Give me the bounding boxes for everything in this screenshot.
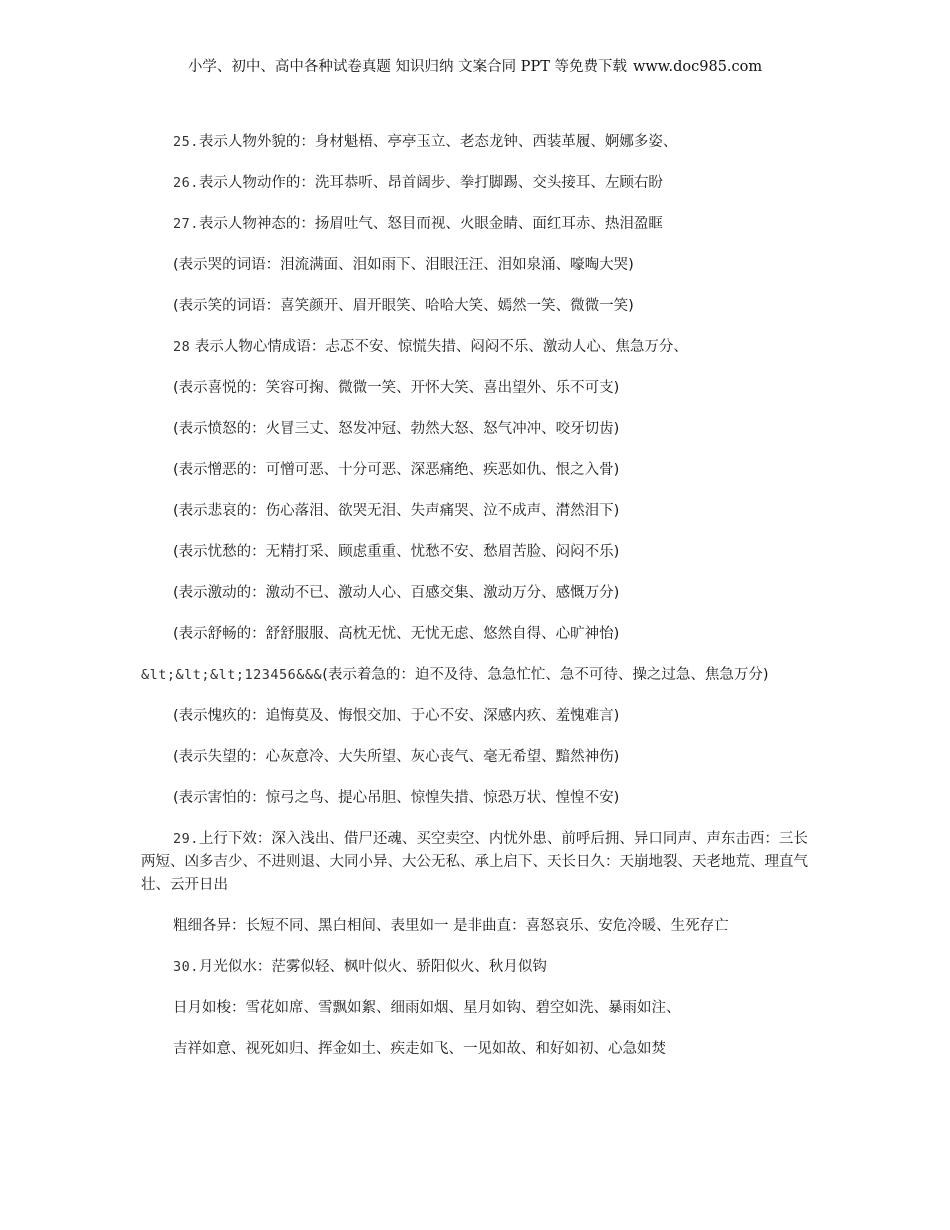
paragraph-28 xyxy=(141,336,813,359)
paragraph-afraid xyxy=(141,787,813,810)
paragraph-disappointed xyxy=(141,746,813,769)
paragraph-hatred xyxy=(141,459,813,482)
paragraph-text: (表示哭的词语：泪流满面、泪如雨下、泪眼汪汪、泪如泉涌、嚎啕大哭) xyxy=(173,257,634,273)
paragraph-text: (表示激动的：激动不已、激动人心、百感交集、激动万分、感慨万分) xyxy=(173,585,620,601)
paragraph-excited xyxy=(141,582,813,605)
item-number: 28 xyxy=(173,339,191,355)
paragraph-text: 粗细各异：长短不同、黑白相间、表里如一 是非曲直：喜怒哀乐、安危冷暖、生死存亡 xyxy=(173,918,729,934)
paragraph-26 xyxy=(141,172,813,195)
paragraph-comfort xyxy=(141,623,813,646)
paragraph-27 xyxy=(141,213,813,236)
item-number: 30. xyxy=(173,959,199,975)
paragraph-25 xyxy=(141,131,813,154)
item-number: &lt;&lt;&lt;123456&&& xyxy=(141,667,323,683)
page-header xyxy=(0,55,950,76)
paragraph-laughing xyxy=(141,295,813,318)
paragraph-text: (表示悲哀的：伤心落泪、欲哭无泪、失声痛哭、泣不成声、潸然泪下) xyxy=(173,503,620,519)
paragraph-anger xyxy=(141,418,813,441)
paragraph-29 xyxy=(141,828,813,897)
paragraph-text: 日月如梭：雪花如席、雪飘如絮、细雨如烟、星月如钩、碧空如洗、暴雨如注、 xyxy=(173,1000,681,1016)
paragraph-30 xyxy=(141,956,813,979)
paragraph-contrast xyxy=(141,915,813,938)
paragraph-text: (表示失望的：心灰意冷、大失所望、灰心丧气、毫无希望、黯然神伤) xyxy=(173,749,620,765)
item-number: 26. xyxy=(173,175,199,191)
paragraph-text: 表示人物心情成语：忐忑不安、惊慌失措、闷闷不乐、激动人心、焦急万分、 xyxy=(194,339,688,355)
paragraph-joy xyxy=(141,377,813,400)
paragraph-anxious xyxy=(141,664,813,687)
paragraph-sorrow xyxy=(141,500,813,523)
paragraph-text: 表示人物外貌的：身材魁梧、亭亭玉立、老态龙钟、西装革履、婀娜多姿、 xyxy=(198,134,678,150)
paragraph-guilt xyxy=(141,705,813,728)
paragraph-text: (表示着急的：迫不及待、急急忙忙、急不可待、操之过急、焦急万分) xyxy=(322,667,769,683)
header-title: 小学、初中、高中各种试卷真题 知识归纳 文案合同 PPT 等免费下载 xyxy=(187,59,627,75)
paragraph-text: 吉祥如意、视死如归、挥金如土、疾走如飞、一见如故、和好如初、心急如焚 xyxy=(173,1041,666,1057)
paragraph-text: (表示害怕的：惊弓之鸟、提心吊胆、惊惶失措、惊恐万状、惶惶不安) xyxy=(173,790,620,806)
paragraph-similes xyxy=(141,997,813,1020)
item-number: 25. xyxy=(173,134,199,150)
paragraph-text: (表示舒畅的：舒舒服服、高枕无忧、无忧无虑、悠然自得、心旷神怡) xyxy=(173,626,620,642)
document-body xyxy=(141,131,813,1079)
header-url: www.doc985.com xyxy=(632,59,763,75)
item-number: 29. xyxy=(173,831,199,847)
paragraph-text: 表示人物神态的：扬眉吐气、怒目而视、火眼金睛、面红耳赤、热泪盈眶 xyxy=(198,216,663,232)
paragraph-text: (表示愧疚的：追悔莫及、悔恨交加、于心不安、深感内疚、羞愧难言) xyxy=(173,708,620,724)
paragraph-text: 表示人物动作的：洗耳恭听、昂首阔步、拳打脚踢、交头接耳、左顾右盼 xyxy=(198,175,663,191)
paragraph-text: 上行下效：深入浅出、借尸还魂、买空卖空、内忧外患、前呼后拥、异口同声、声东击西：三长两短、凶多吉少、不进则退、大同小异、大公无私、承上启下、天长日久：天崩地裂、天老地荒、理直气壮、云开日出 xyxy=(141,831,808,893)
paragraph-text: (表示憎恶的：可憎可恶、十分可恶、深恶痛绝、疾恶如仇、恨之入骨) xyxy=(173,462,620,478)
paragraph-crying xyxy=(141,254,813,277)
paragraph-text: (表示喜悦的：笑容可掬、微微一笑、开怀大笑、喜出望外、乐不可支) xyxy=(173,380,620,396)
paragraph-ru-idioms xyxy=(141,1038,813,1061)
paragraph-text: 月光似水：茫雾似轻、枫叶似火、骄阳似火、秋月似钩 xyxy=(198,959,547,975)
item-number: 27. xyxy=(173,216,199,232)
paragraph-text: (表示愤怒的：火冒三丈、怒发冲冠、勃然大怒、怒气冲冲、咬牙切齿) xyxy=(173,421,620,437)
paragraph-worry xyxy=(141,541,813,564)
paragraph-text: (表示忧愁的：无精打采、顾虑重重、忧愁不安、愁眉苦脸、闷闷不乐) xyxy=(173,544,620,560)
paragraph-text: (表示笑的词语：喜笑颜开、眉开眼笑、哈哈大笑、嫣然一笑、微微一笑) xyxy=(173,298,634,314)
